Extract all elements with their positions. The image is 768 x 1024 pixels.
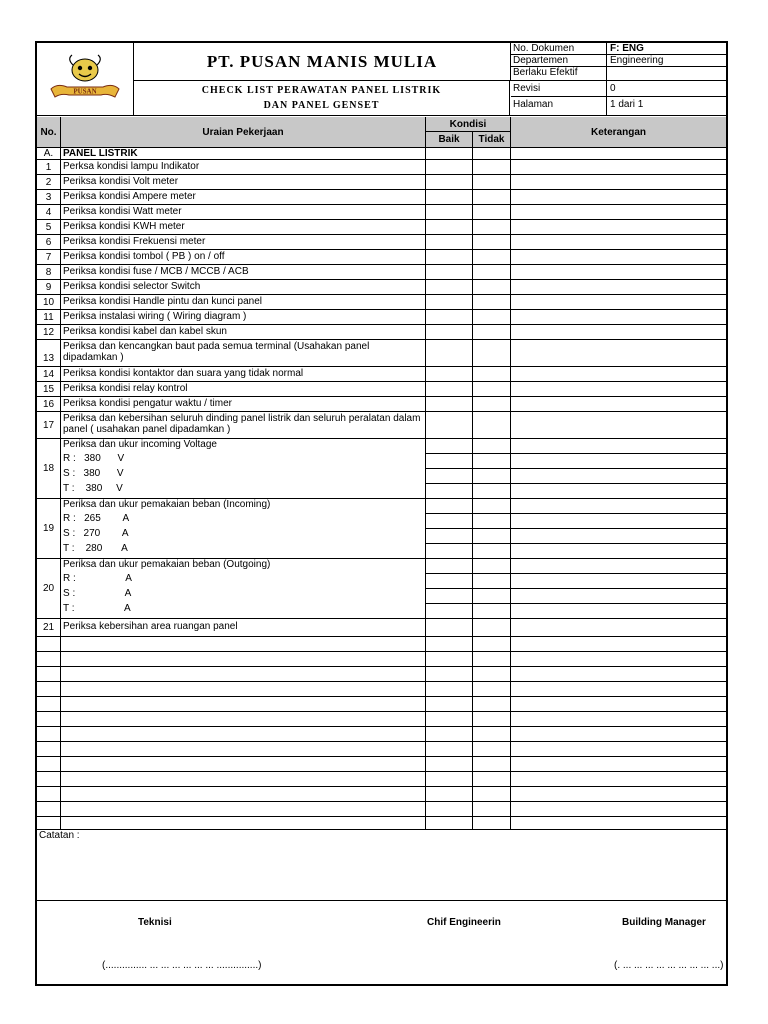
tidak-cell[interactable] bbox=[473, 637, 511, 651]
row-desc bbox=[61, 439, 426, 498]
row-divider bbox=[426, 513, 726, 514]
tidak-cell[interactable] bbox=[473, 412, 511, 438]
notes-area[interactable] bbox=[37, 828, 726, 901]
tidak-cell[interactable] bbox=[473, 367, 511, 381]
tidak-cell[interactable] bbox=[473, 147, 511, 159]
baik-cell[interactable] bbox=[426, 772, 473, 786]
row-no: 18 bbox=[37, 439, 61, 498]
col-uraian: Uraian Pekerjaan bbox=[61, 117, 426, 147]
row-desc: Periksa kondisi kabel dan kabel skun bbox=[61, 325, 426, 339]
meta-row-no-dokumen bbox=[511, 43, 726, 55]
tidak-cell[interactable] bbox=[473, 697, 511, 711]
col-keterangan: Keterangan bbox=[590, 126, 646, 138]
measure-title: Periksa dan ukur pemakaian beban (Outgoing) bbox=[63, 559, 271, 570]
signature-teknisi: Teknisi bbox=[138, 917, 172, 928]
signature-line-manager[interactable]: (. ... ... ... ... ... ... ... ... ...) bbox=[614, 960, 724, 971]
table-row bbox=[37, 265, 726, 280]
baik-cell[interactable] bbox=[426, 265, 473, 279]
row-divider bbox=[426, 603, 726, 604]
row-divider bbox=[426, 573, 726, 574]
row-no: 17 bbox=[37, 412, 61, 438]
tidak-cell[interactable] bbox=[473, 190, 511, 204]
table-row bbox=[37, 310, 726, 325]
measure-row-incoming bbox=[37, 499, 726, 559]
row-no: 4 bbox=[37, 205, 61, 219]
baik-cell[interactable] bbox=[426, 190, 473, 204]
document-title bbox=[134, 81, 510, 115]
tidak-cell[interactable] bbox=[473, 340, 511, 366]
table-header bbox=[37, 117, 726, 148]
tidak-cell[interactable] bbox=[473, 325, 511, 339]
logo-text: PUSAN bbox=[73, 87, 97, 96]
table-row bbox=[37, 205, 726, 220]
row-no: 8 bbox=[37, 265, 61, 279]
table-row bbox=[37, 382, 726, 397]
meta-value: F: ENG bbox=[610, 43, 644, 54]
signature-manager: Building Manager bbox=[622, 917, 706, 928]
measure-title: Periksa dan ukur incoming Voltage bbox=[63, 439, 217, 450]
table-row bbox=[37, 295, 726, 310]
row-desc: Periksa kondisi Volt meter bbox=[61, 175, 426, 189]
row-desc bbox=[61, 499, 426, 558]
col-baik: Baik bbox=[426, 132, 473, 147]
row-desc[interactable] bbox=[61, 742, 426, 756]
row-no bbox=[37, 757, 61, 771]
table-row bbox=[37, 190, 726, 205]
empty-row bbox=[37, 727, 726, 742]
empty-row bbox=[37, 772, 726, 787]
tidak-cell[interactable] bbox=[473, 682, 511, 696]
meta-key: Departemen bbox=[513, 55, 569, 66]
row-desc: Periksa kondisi tombol ( PB ) on / off bbox=[61, 250, 426, 264]
signature-line-teknisi[interactable]: (............... ... ... ... ... ... ... ...............) bbox=[102, 960, 262, 971]
measure-t: T : A bbox=[63, 603, 131, 614]
empty-row bbox=[37, 697, 726, 712]
tidak-cell[interactable] bbox=[473, 742, 511, 756]
baik-cell[interactable] bbox=[426, 325, 473, 339]
meta-key: Berlaku Efektif bbox=[513, 67, 578, 78]
row-desc: Periksa kondisi pengatur waktu / timer bbox=[61, 397, 426, 411]
row-desc: Periksa kondisi KWH meter bbox=[61, 220, 426, 234]
row-desc: Periksa kondisi Ampere meter bbox=[61, 190, 426, 204]
row-no: 1 bbox=[37, 160, 61, 174]
empty-row bbox=[37, 787, 726, 802]
row-no: 12 bbox=[37, 325, 61, 339]
baik-cell[interactable] bbox=[426, 619, 473, 636]
row-desc[interactable] bbox=[61, 637, 426, 651]
table-row bbox=[37, 325, 726, 340]
baik-cell[interactable] bbox=[426, 235, 473, 249]
empty-row bbox=[37, 802, 726, 817]
baik-cell[interactable] bbox=[426, 205, 473, 219]
tidak-cell[interactable] bbox=[473, 310, 511, 324]
row-desc: Periksa kondisi Watt meter bbox=[61, 205, 426, 219]
meta-row-halaman bbox=[511, 97, 726, 114]
signature-chief: Chif Engineerin bbox=[427, 917, 501, 928]
table-row bbox=[37, 619, 726, 637]
row-no: 15 bbox=[37, 382, 61, 396]
meta-row-revisi bbox=[511, 81, 726, 97]
tidak-cell[interactable] bbox=[473, 160, 511, 174]
row-no bbox=[37, 667, 61, 681]
baik-cell[interactable] bbox=[426, 727, 473, 741]
signature-area bbox=[37, 901, 726, 986]
row-no bbox=[37, 652, 61, 666]
measure-row-outgoing bbox=[37, 559, 726, 619]
meta-row-departemen bbox=[511, 55, 726, 67]
empty-row bbox=[37, 682, 726, 697]
measure-t: T : 280 A bbox=[63, 543, 128, 554]
row-desc: Periksa kondisi Handle pintu dan kunci panel bbox=[61, 295, 426, 309]
meta-key: No. Dokumen bbox=[513, 43, 575, 54]
empty-row bbox=[37, 712, 726, 727]
baik-cell[interactable] bbox=[426, 280, 473, 294]
company-logo bbox=[37, 43, 133, 115]
row-no: 5 bbox=[37, 220, 61, 234]
row-desc: Periksa kebersihan area ruangan panel bbox=[61, 619, 426, 636]
table-row bbox=[37, 412, 726, 439]
baik-cell[interactable] bbox=[426, 295, 473, 309]
document-title-line1: CHECK LIST PERAWATAN PANEL LISTRIK bbox=[201, 85, 442, 96]
row-desc[interactable] bbox=[61, 712, 426, 726]
row-desc: Periksa kondisi Frekuensi meter bbox=[61, 235, 426, 249]
row-no bbox=[37, 802, 61, 816]
row-no: 16 bbox=[37, 397, 61, 411]
row-no bbox=[37, 697, 61, 711]
meta-divider bbox=[606, 43, 607, 115]
baik-cell[interactable] bbox=[426, 412, 473, 438]
baik-cell[interactable] bbox=[426, 712, 473, 726]
row-desc: Periksa instalasi wiring ( Wiring diagram ) bbox=[61, 310, 426, 324]
document-header bbox=[37, 43, 726, 116]
meta-value: Engineering bbox=[610, 55, 664, 66]
measure-r: R : 265 A bbox=[63, 513, 130, 524]
measure-title: Periksa dan ukur pemakaian beban (Incoming) bbox=[63, 499, 271, 510]
baik-cell[interactable] bbox=[426, 220, 473, 234]
row-no: 9 bbox=[37, 280, 61, 294]
table-row bbox=[37, 160, 726, 175]
baik-cell[interactable] bbox=[426, 697, 473, 711]
tidak-cell[interactable] bbox=[473, 652, 511, 666]
tidak-cell[interactable] bbox=[473, 295, 511, 309]
table-row bbox=[37, 250, 726, 265]
row-desc[interactable] bbox=[61, 772, 426, 786]
row-desc bbox=[61, 559, 426, 618]
row-no: 2 bbox=[37, 175, 61, 189]
row-divider bbox=[426, 543, 726, 544]
row-desc: Perksa kondisi lampu Indikator bbox=[61, 160, 426, 174]
row-desc[interactable] bbox=[61, 787, 426, 801]
row-desc[interactable] bbox=[61, 652, 426, 666]
table-row bbox=[37, 220, 726, 235]
section-title: PANEL LISTRIK bbox=[61, 147, 426, 159]
table-row bbox=[37, 175, 726, 190]
section-no: A. bbox=[37, 147, 61, 159]
baik-cell[interactable] bbox=[426, 787, 473, 801]
measure-s: S : 380 V bbox=[63, 468, 124, 479]
tidak-cell[interactable] bbox=[473, 802, 511, 816]
baik-cell[interactable] bbox=[426, 652, 473, 666]
measure-r: R : A bbox=[63, 573, 132, 584]
checklist-sheet bbox=[35, 41, 728, 986]
tidak-cell[interactable] bbox=[473, 667, 511, 681]
row-desc: Periksa kondisi kontaktor dan suara yang tidak normal bbox=[61, 367, 426, 381]
row-desc: Periksa dan kebersihan seluruh dinding panel listrik dan seluruh peralatan dalam panel ( usahakan panel dipadamkan ) bbox=[61, 412, 426, 438]
measure-t: T : 380 V bbox=[63, 483, 123, 494]
row-no bbox=[37, 682, 61, 696]
row-no: 10 bbox=[37, 295, 61, 309]
col-no: No. bbox=[37, 117, 61, 147]
tidak-cell[interactable] bbox=[473, 757, 511, 771]
baik-cell[interactable] bbox=[426, 160, 473, 174]
baik-cell[interactable] bbox=[426, 742, 473, 756]
meta-value: 0 bbox=[610, 83, 616, 94]
row-no bbox=[37, 742, 61, 756]
tidak-cell[interactable] bbox=[473, 280, 511, 294]
row-divider bbox=[426, 483, 726, 484]
baik-cell[interactable] bbox=[426, 382, 473, 396]
measure-s: S : A bbox=[63, 588, 132, 599]
document-title-line2: DAN PANEL GENSET bbox=[263, 100, 380, 111]
baik-cell[interactable] bbox=[426, 397, 473, 411]
company-name: PT. PUSAN MANIS MULIA bbox=[134, 43, 511, 81]
table-row bbox=[37, 367, 726, 382]
logo-cell bbox=[37, 43, 134, 115]
tidak-cell[interactable] bbox=[473, 727, 511, 741]
row-desc[interactable] bbox=[61, 727, 426, 741]
measure-r: R : 380 V bbox=[63, 453, 125, 464]
row-no bbox=[37, 712, 61, 726]
tidak-cell[interactable] bbox=[473, 175, 511, 189]
tidak-cell[interactable] bbox=[473, 772, 511, 786]
row-no: 11 bbox=[37, 310, 61, 324]
row-desc[interactable] bbox=[61, 682, 426, 696]
baik-cell[interactable] bbox=[426, 802, 473, 816]
notes-label: Catatan : bbox=[39, 830, 80, 841]
baik-cell[interactable] bbox=[426, 250, 473, 264]
row-divider bbox=[426, 588, 726, 589]
row-no bbox=[37, 772, 61, 786]
row-no bbox=[37, 787, 61, 801]
tidak-cell[interactable] bbox=[473, 787, 511, 801]
tidak-cell[interactable] bbox=[473, 265, 511, 279]
table-row bbox=[37, 280, 726, 295]
row-no: 13 bbox=[37, 340, 61, 366]
meta-value: 1 dari 1 bbox=[610, 99, 644, 110]
row-no: 7 bbox=[37, 250, 61, 264]
tidak-cell[interactable] bbox=[473, 235, 511, 249]
measure-s: S : 270 A bbox=[63, 528, 129, 539]
document-meta bbox=[511, 43, 726, 115]
table-row bbox=[37, 340, 726, 367]
empty-row bbox=[37, 742, 726, 757]
empty-row bbox=[37, 667, 726, 682]
empty-row bbox=[37, 652, 726, 667]
row-desc[interactable] bbox=[61, 667, 426, 681]
col-tidak: Tidak bbox=[473, 132, 511, 147]
row-no: 3 bbox=[37, 190, 61, 204]
measure-row-voltage bbox=[37, 439, 726, 499]
row-no: 14 bbox=[37, 367, 61, 381]
row-desc: Periksa kondisi relay kontrol bbox=[61, 382, 426, 396]
tidak-cell[interactable] bbox=[473, 250, 511, 264]
baik-cell[interactable] bbox=[426, 667, 473, 681]
row-no: 19 bbox=[37, 499, 61, 558]
row-desc[interactable] bbox=[61, 697, 426, 711]
baik-cell[interactable] bbox=[426, 757, 473, 771]
baik-cell[interactable] bbox=[426, 147, 473, 159]
tidak-cell[interactable] bbox=[473, 397, 511, 411]
row-desc: Periksa kondisi fuse / MCB / MCCB / ACB bbox=[61, 265, 426, 279]
row-no bbox=[37, 727, 61, 741]
row-desc[interactable] bbox=[61, 802, 426, 816]
row-no: 21 bbox=[37, 619, 61, 636]
empty-row bbox=[37, 757, 726, 772]
row-divider bbox=[426, 468, 726, 469]
row-desc: Periksa dan kencangkan baut pada semua terminal (Usahakan panel dipadamkan ) bbox=[61, 340, 426, 366]
row-no bbox=[37, 637, 61, 651]
table-row bbox=[37, 235, 726, 250]
col-kondisi: Kondisi bbox=[426, 117, 511, 132]
meta-row-berlaku bbox=[511, 67, 726, 81]
meta-key: Revisi bbox=[513, 83, 541, 94]
tidak-cell[interactable] bbox=[473, 712, 511, 726]
tidak-cell[interactable] bbox=[473, 382, 511, 396]
table-row bbox=[37, 397, 726, 412]
tidak-cell[interactable] bbox=[473, 619, 511, 636]
baik-cell[interactable] bbox=[426, 637, 473, 651]
baik-cell[interactable] bbox=[426, 367, 473, 381]
baik-cell[interactable] bbox=[426, 340, 473, 366]
row-no: 20 bbox=[37, 559, 61, 618]
empty-row bbox=[37, 637, 726, 652]
tidak-cell[interactable] bbox=[473, 205, 511, 219]
section-row bbox=[37, 147, 726, 160]
row-divider bbox=[426, 453, 726, 454]
tidak-cell[interactable] bbox=[473, 220, 511, 234]
row-divider bbox=[426, 528, 726, 529]
meta-key: Halaman bbox=[513, 99, 554, 110]
baik-cell[interactable] bbox=[426, 682, 473, 696]
baik-cell[interactable] bbox=[426, 175, 473, 189]
row-desc[interactable] bbox=[61, 757, 426, 771]
row-no: 6 bbox=[37, 235, 61, 249]
row-desc: Periksa kondisi selector Switch bbox=[61, 280, 426, 294]
baik-cell[interactable] bbox=[426, 310, 473, 324]
